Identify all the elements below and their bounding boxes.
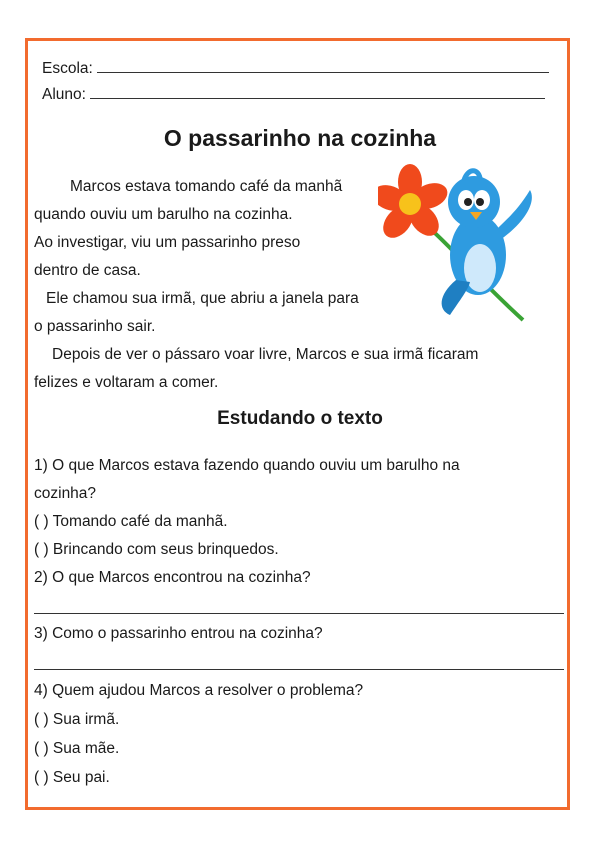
school-label: Escola:: [42, 60, 93, 77]
question-4-option-b[interactable]: ( ) Sua mãe.: [34, 740, 120, 757]
bird-with-flower-icon: [378, 160, 538, 325]
question-3: 3) Como o passarinho entrou na cozinha?: [34, 625, 323, 642]
student-blank: [90, 84, 545, 99]
section-title: Estudando o texto: [217, 408, 383, 429]
story-line: Ele chamou sua irmã, que abriu a janela para: [46, 290, 359, 307]
question-4-option-a[interactable]: ( ) Sua irmã.: [34, 711, 120, 728]
school-field: [42, 58, 549, 79]
answer-line-3[interactable]: [34, 669, 564, 670]
page-title: O passarinho na cozinha: [163, 125, 437, 151]
story-line: Ao investigar, viu um passarinho preso: [34, 234, 301, 251]
story-line: Marcos estava tomando café da manhã: [70, 178, 343, 195]
school-blank: [97, 58, 549, 73]
student-field: [42, 84, 545, 105]
answer-line-2[interactable]: [34, 613, 564, 614]
question-1-continued: cozinha?: [34, 485, 97, 502]
question-4: 4) Quem ajudou Marcos a resolver o problema?: [34, 682, 364, 699]
story-line: felizes e voltaram a comer.: [34, 374, 219, 391]
question-1-option-a[interactable]: ( ) Tomando café da manhã.: [34, 513, 228, 530]
question-1-option-b[interactable]: ( ) Brincando com seus brinquedos.: [34, 541, 279, 558]
story-line: Depois de ver o pássaro voar livre, Marcos e sua irmã ficaram: [52, 346, 479, 363]
question-4-option-c[interactable]: ( ) Seu pai.: [34, 769, 110, 786]
story-line: quando ouviu um barulho na cozinha.: [34, 206, 293, 223]
question-1: 1) O que Marcos estava fazendo quando ouviu um barulho na: [34, 457, 460, 474]
student-label: Aluno:: [42, 86, 86, 103]
story-line: o passarinho sair.: [34, 318, 156, 335]
story-line: dentro de casa.: [34, 262, 141, 279]
question-2: 2) O que Marcos encontrou na cozinha?: [34, 569, 311, 586]
